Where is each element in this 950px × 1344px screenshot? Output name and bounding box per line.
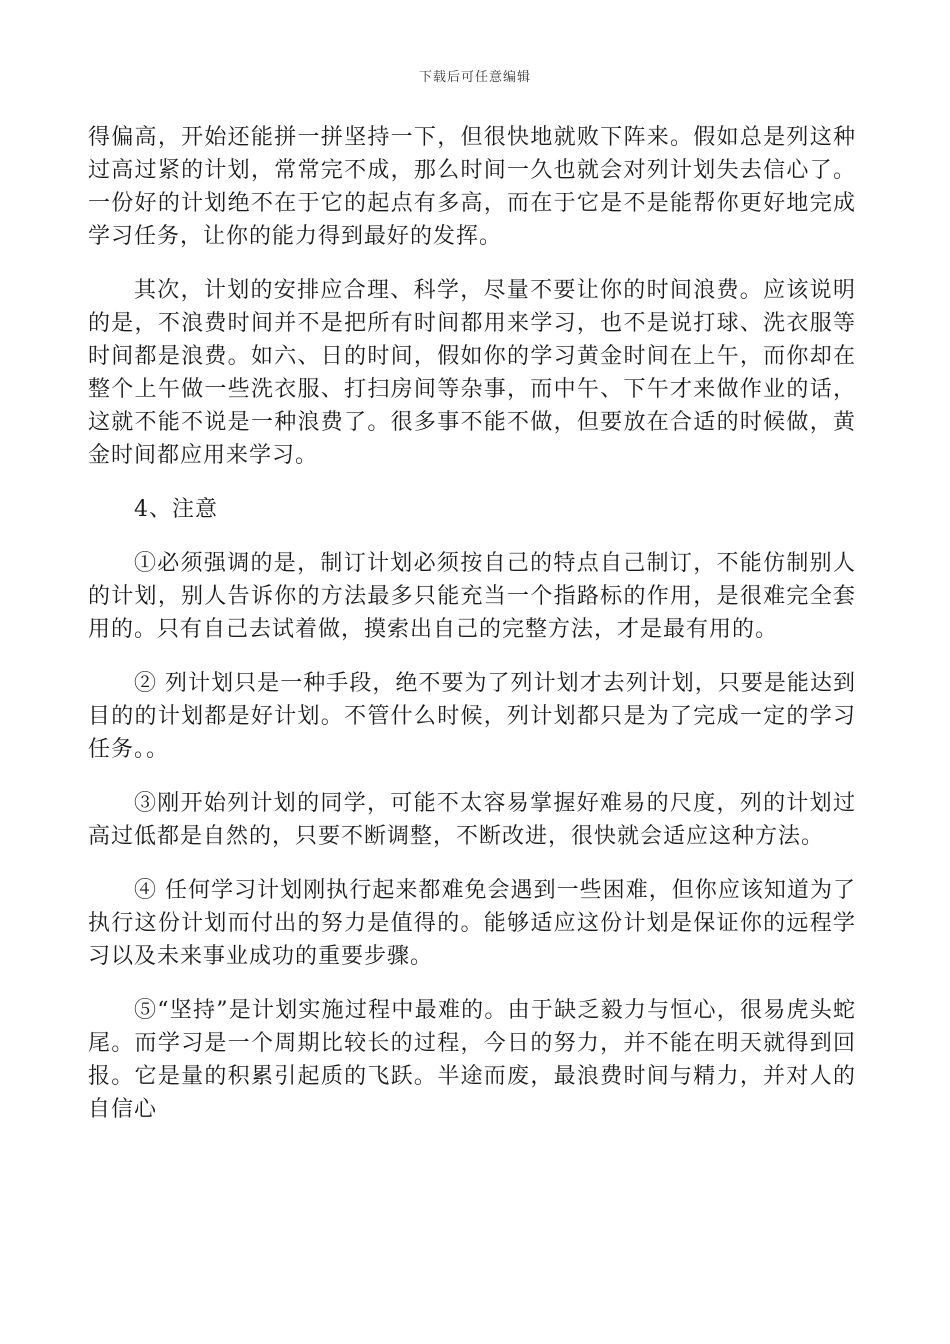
document-body: [88, 121, 856, 1126]
note-item-5: ⑤“坚持”是计划实施过程中最难的。由于缺乏毅力与恒心，很易虎头蛇尾。而学习是一个周期比较长的过程，今日的努力，并不能在明天就得到回报。它是量的积累引起质的飞跃。半途而废，最浪费时间与精力，并对人的自信心: [88, 998, 856, 1122]
paragraph-continuation: 得偏高，开始还能拼一拼坚持一下，但很快地就败下阵来。假如总是列这种过高过紧的计划，常常完不成，那么时间一久也就会对列计划失去信心了。一份好的计划绝不在于它的起点有多高，而在于它是不是能帮你更好地完成学习任务，让你的能力得到最好的发挥。: [88, 125, 856, 249]
section-heading-notes: 4、注意: [134, 497, 218, 522]
note-item-4: ④ 任何学习计划刚执行起来都难免会遇到一些困难，但你应该知道为了执行这份计划而付出的努力是值得的。能够适应这份计划是保证你的远程学习以及未来事业成功的重要步骤。: [88, 878, 856, 969]
paragraph-second-point: 其次，计划的安排应合理、科学，尽量不要让你的时间浪费。应该说明的是，不浪费时间并不是把所有时间都用来学习，也不是说打球、洗衣服等时间都是浪费。如六、日的时间，假如你的学习黄金时间在上午，而你却在整个上午做一些洗衣服、打扫房间等杂事，而中午、下午才来做作业的话，这就不能不说是一种浪费了。很多事不能不做，但要放在合适的时候做，黄金时间都应用来学习。: [88, 278, 856, 468]
note-item-3: ③刚开始列计划的同学，可能不太容易掌握好难易的尺度，列的计划过高过低都是自然的，只要不断调整，不断改进，很快就会适应这种方法。: [88, 791, 856, 849]
page-header-note: 下载后可任意编辑: [418, 70, 531, 85]
note-item-1: ①必须强调的是，制订计划必须按自己的特点自己制订，不能仿制别人的计划，别人告诉你的方法最多只能充当一个指路标的作用，是很难完全套用的。只有自己去试着做，摸索出自己的完整方法，才是最有用的。: [88, 551, 856, 642]
note-item-2: ② 列计划只是一种手段，绝不要为了列计划才去列计划，只要是能达到目的的计划都是好计划。不管什么时候，列计划都只是为了完成一定的学习任务。。: [88, 671, 856, 762]
